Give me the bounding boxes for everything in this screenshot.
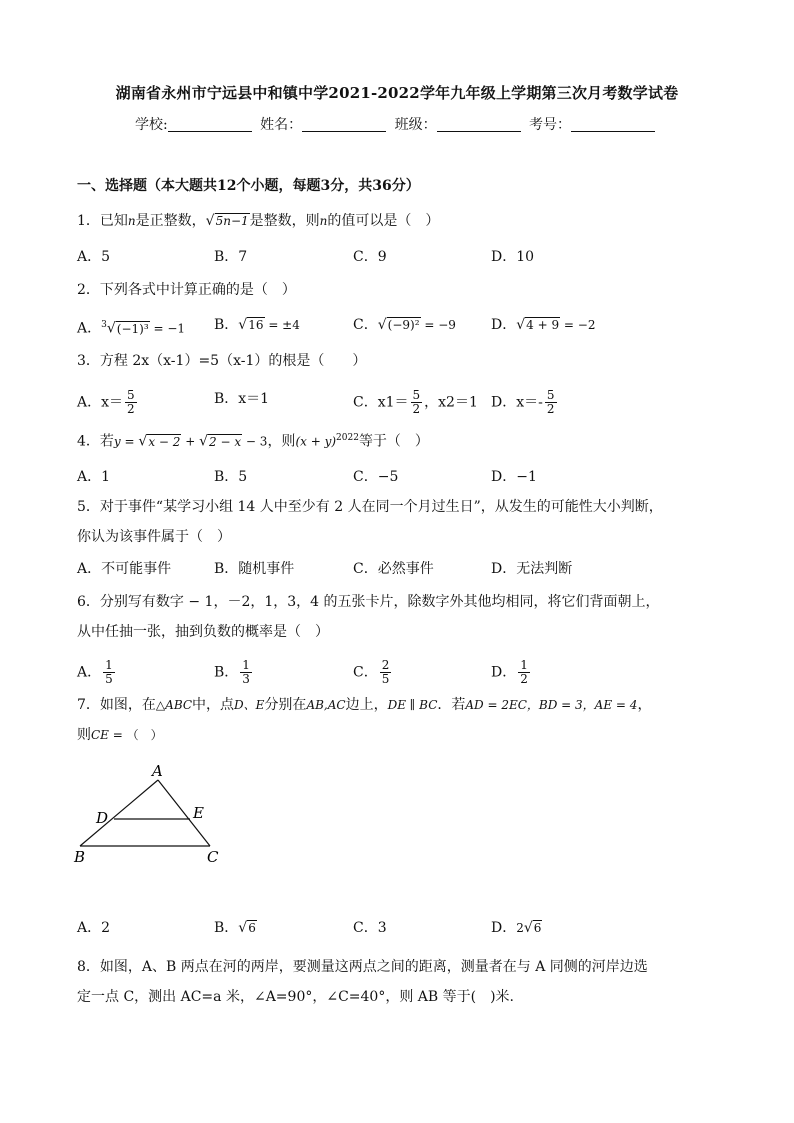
q7-text: 则 bbox=[77, 727, 91, 743]
name-blank bbox=[302, 117, 386, 132]
q1-text: 的值可以是（ ） bbox=[327, 213, 440, 229]
q2-option-c bbox=[353, 315, 456, 335]
question-4 bbox=[77, 428, 429, 452]
q1-var: n bbox=[319, 214, 328, 228]
q5-option-a: A．不可能事件 bbox=[77, 561, 172, 577]
fraction bbox=[125, 389, 137, 416]
numerator: 1 bbox=[520, 658, 528, 672]
denominator: 2 bbox=[520, 672, 528, 686]
q3-c-post: ，x2＝1 bbox=[424, 394, 478, 411]
q7-text: ．若 bbox=[437, 697, 466, 713]
question-3: 3．方程 2x（x-1）=5（x-1）的根是（ ） bbox=[77, 353, 367, 369]
q4-option-a: A．1 bbox=[77, 469, 111, 485]
numerator: 1 bbox=[105, 658, 113, 672]
question-5-line-2: 你认为该事件属于（ ） bbox=[77, 529, 231, 545]
q1-option-d: D．10 bbox=[491, 249, 535, 265]
question-2: 2．下列各式中计算正确的是（ ） bbox=[77, 282, 296, 298]
q7-option-b bbox=[214, 918, 257, 938]
q3-option-d bbox=[491, 389, 559, 416]
q6-option-a bbox=[77, 659, 117, 686]
school-blank bbox=[168, 117, 252, 132]
exam-no-blank bbox=[571, 117, 655, 132]
numerator: 5 bbox=[412, 388, 421, 402]
q4-base: (x + y) bbox=[295, 434, 337, 449]
class-blank bbox=[437, 117, 521, 132]
fraction bbox=[518, 659, 530, 686]
q7-text: 边上， bbox=[345, 697, 388, 713]
numerator: 5 bbox=[127, 388, 135, 402]
q7-option-a: A．2 bbox=[77, 920, 111, 936]
vertex-label-c: C bbox=[207, 848, 219, 866]
fraction bbox=[411, 389, 423, 416]
q1-option-c: C．9 bbox=[353, 249, 387, 265]
q4-op: − 3 bbox=[242, 434, 268, 449]
sqrt-symbol: √ bbox=[205, 213, 215, 229]
q7-math: CE bbox=[91, 728, 109, 742]
option-label: B． bbox=[214, 920, 239, 936]
numerator: 5 bbox=[546, 388, 555, 402]
q3-option-b: B．x＝1 bbox=[214, 391, 270, 407]
q5-option-c: C．必然事件 bbox=[353, 561, 434, 577]
q4-text: 4．若 bbox=[77, 433, 114, 450]
option-label: D．x＝- bbox=[491, 394, 543, 411]
denominator: 2 bbox=[127, 402, 135, 416]
question-6-line-1: 6．分别写有数字 − 1，－2，1，3，4 的五张卡片，除数字外其他均相同，将它们背面朝上， bbox=[77, 594, 660, 610]
q7-text: = （ ） bbox=[108, 728, 163, 742]
q4-op: + bbox=[181, 434, 200, 449]
q3-option-c bbox=[353, 389, 478, 416]
q4-option-c: C．−5 bbox=[353, 469, 399, 485]
option-label: C． bbox=[353, 317, 378, 333]
section-heading: 一、选择题（本大题共12个小题，每题3分，共36分） bbox=[77, 178, 420, 194]
denominator: 5 bbox=[381, 672, 390, 686]
q6-option-c bbox=[353, 659, 393, 686]
option-label: A． bbox=[77, 320, 102, 337]
q4-var: y bbox=[113, 434, 121, 449]
denominator: 2 bbox=[546, 402, 555, 416]
option-label: A．x＝ bbox=[77, 394, 124, 411]
question-7-line-2 bbox=[77, 725, 163, 745]
q1-radicand: 5n−1 bbox=[215, 214, 249, 228]
q7-option-c: C．3 bbox=[353, 920, 387, 936]
q2-a-radicand: (−1)³ bbox=[116, 321, 149, 336]
numerator: 2 bbox=[381, 658, 390, 672]
q5-option-b: B．随机事件 bbox=[214, 561, 295, 577]
option-label: B． bbox=[214, 664, 239, 681]
class-label: 班级： bbox=[394, 117, 437, 133]
q1-var: n bbox=[127, 214, 136, 228]
q7-math: D、E bbox=[234, 698, 265, 712]
sqrt-symbol: √ bbox=[238, 317, 248, 333]
side-ab bbox=[80, 780, 158, 846]
q4-text: 等于（ ） bbox=[358, 433, 429, 450]
q4-op: = bbox=[120, 434, 139, 449]
question-6-line-2: 从中任抽一张，抽到负数的概率是（ ） bbox=[77, 624, 329, 640]
question-8-line-1: 8．如图，A、B 两点在河的两岸，要测量这两点之间的距离，测量者在与 A 同侧的河岸边选 bbox=[77, 959, 648, 975]
triangle-figure bbox=[70, 760, 240, 870]
denominator: 3 bbox=[242, 672, 250, 686]
q2-a-rhs: = −1 bbox=[149, 321, 186, 336]
fraction bbox=[380, 659, 392, 686]
q2-option-d bbox=[491, 315, 595, 335]
q7-text: 中，点 bbox=[192, 697, 235, 713]
fraction bbox=[240, 659, 252, 686]
denominator: 5 bbox=[105, 672, 113, 686]
option-label: D． bbox=[491, 664, 517, 681]
q4-option-d: D．−1 bbox=[491, 469, 537, 485]
sqrt-symbol: √ bbox=[138, 433, 148, 450]
q2-option-b bbox=[214, 315, 300, 335]
q4-radicand-2: 2 − x bbox=[209, 434, 242, 449]
q6-option-d bbox=[491, 659, 532, 686]
q7-text: ， bbox=[637, 697, 652, 713]
option-label: C．x1＝ bbox=[353, 394, 409, 411]
question-7-line-1 bbox=[77, 695, 651, 715]
q1-text: 是整数，则 bbox=[249, 213, 320, 229]
q2-b-radicand: 16 bbox=[248, 318, 264, 332]
option-label: D． bbox=[491, 920, 517, 936]
q1-option-b: B．7 bbox=[214, 249, 248, 265]
vertex-label-a: A bbox=[152, 762, 163, 780]
vertex-label-d: D bbox=[96, 809, 109, 827]
name-label: 姓名： bbox=[260, 117, 303, 133]
q7-math: AB,AC bbox=[306, 698, 346, 712]
root-index: 3 bbox=[101, 320, 107, 330]
student-info-line bbox=[0, 114, 794, 134]
q6-option-b bbox=[214, 659, 254, 686]
q1-text: 1．已知 bbox=[77, 213, 128, 229]
denominator: 2 bbox=[412, 402, 421, 416]
q7-math: △ABC bbox=[155, 698, 193, 712]
q2-option-a bbox=[77, 315, 185, 339]
q5-option-d: D．无法判断 bbox=[491, 561, 573, 577]
vertex-label-e: E bbox=[193, 804, 204, 822]
sqrt-symbol: √ bbox=[516, 317, 526, 333]
q2-c-rhs: = −9 bbox=[420, 318, 456, 332]
option-label: D． bbox=[491, 317, 517, 333]
q4-radicand-1: x − 2 bbox=[148, 434, 181, 449]
q7-d-coefficient: 2 bbox=[516, 921, 524, 935]
fraction bbox=[103, 659, 115, 686]
q2-b-rhs: = ±4 bbox=[264, 318, 300, 332]
school-label: 学校: bbox=[134, 117, 168, 133]
q4-exponent: 2022 bbox=[336, 433, 359, 443]
question-1 bbox=[77, 211, 439, 231]
q7-text: 分别在 bbox=[264, 697, 307, 713]
q2-c-radicand: (−9)² bbox=[387, 318, 420, 332]
q1-text: 是正整数， bbox=[135, 213, 206, 229]
question-5-line-1: 5．对于事件“某学习小组 14 人中至少有 2 人在同一个月过生日”，从发生的可能性大小判断， bbox=[77, 499, 663, 515]
q7-option-d bbox=[491, 918, 542, 938]
q3-option-a bbox=[77, 389, 139, 416]
q2-d-radicand: 4 + 9 bbox=[526, 318, 560, 332]
exam-title: 湖南省永州市宁远县中和镇中学2021-2022学年九年级上学期第三次月考数学试卷 bbox=[115, 84, 679, 102]
q4-option-b: B．5 bbox=[214, 469, 248, 485]
option-label: A． bbox=[77, 664, 102, 681]
q7-d-radicand: 6 bbox=[533, 921, 542, 935]
q7-math: DE ∥ BC bbox=[387, 698, 438, 712]
sqrt-symbol: √ bbox=[238, 920, 248, 936]
vertex-label-b: B bbox=[74, 848, 86, 866]
exam-no-label: 考号： bbox=[529, 117, 572, 133]
sqrt-symbol: √ bbox=[199, 433, 209, 450]
option-label: B． bbox=[214, 317, 239, 333]
q7-text: 7．如图，在 bbox=[77, 697, 156, 713]
sqrt-symbol: √ bbox=[377, 317, 387, 333]
sqrt-symbol: √ bbox=[523, 920, 533, 936]
question-8-line-2: 定一点 C，测出 AC=a 米，∠A=90°，∠C=40°，则 AB 等于( )米. bbox=[77, 989, 515, 1005]
q1-option-a: A．5 bbox=[77, 249, 111, 265]
sqrt-symbol: √ bbox=[106, 320, 116, 337]
q4-text: ，则 bbox=[267, 433, 296, 450]
fraction bbox=[545, 389, 557, 416]
q2-d-rhs: = −2 bbox=[560, 318, 596, 332]
q7-b-radicand: 6 bbox=[248, 921, 256, 935]
numerator: 1 bbox=[242, 658, 250, 672]
q7-math: AD = 2EC，BD = 3，AE = 4 bbox=[465, 698, 638, 712]
option-label: C． bbox=[353, 664, 378, 681]
